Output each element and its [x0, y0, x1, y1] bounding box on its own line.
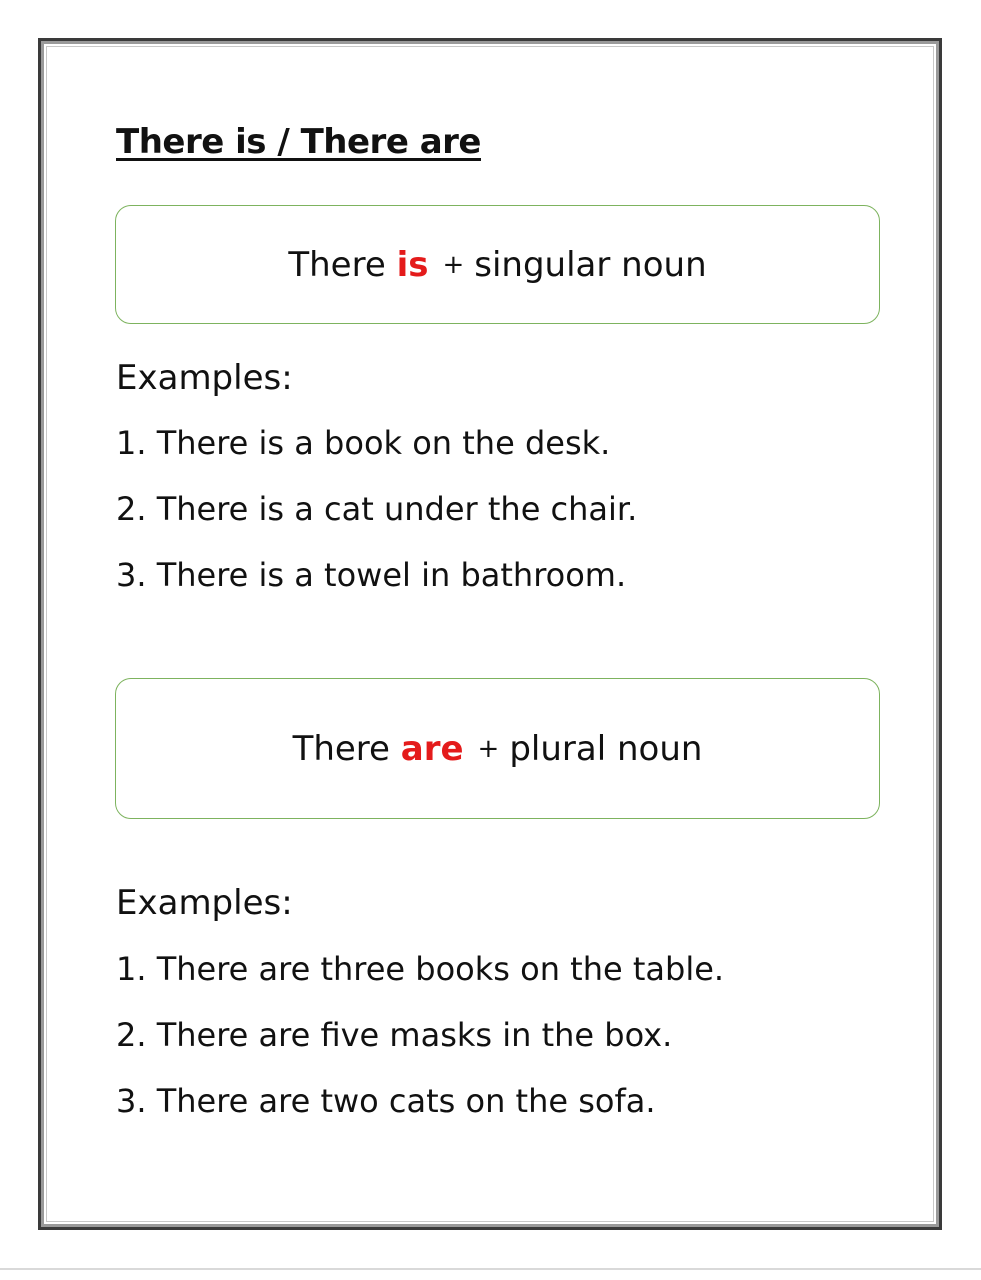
rule-box-plural: [115, 678, 880, 819]
examples-list-singular: [116, 421, 637, 619]
examples-heading-plural: Examples:: [116, 883, 293, 923]
list-item: 2. There is a cat under the chair.: [116, 490, 638, 528]
list-item: 1. There is a book on the desk.: [116, 424, 611, 462]
examples-heading-singular: Examples:: [116, 358, 293, 398]
rule-plus: +: [442, 249, 465, 280]
page-title: There is / There are: [116, 122, 481, 162]
rule-tail: plural noun: [509, 728, 703, 769]
rule-plus: +: [477, 733, 500, 764]
rule-box-singular: [115, 205, 880, 324]
rule-lead: There: [292, 728, 390, 769]
rule-tail: singular noun: [474, 244, 707, 285]
list-item: 3. There are two cats on the sofa.: [116, 1082, 656, 1120]
rule-verb-are: are: [400, 728, 464, 769]
list-item: 1. There are three books on the table.: [116, 950, 725, 988]
bottom-divider: [0, 1268, 981, 1270]
rule-verb-is: is: [396, 244, 429, 285]
examples-list-plural: [116, 947, 724, 1145]
list-item: 2. There are five masks in the box.: [116, 1016, 673, 1054]
rule-lead: There: [288, 244, 386, 285]
list-item: 3. There is a towel in bathroom.: [116, 556, 627, 594]
